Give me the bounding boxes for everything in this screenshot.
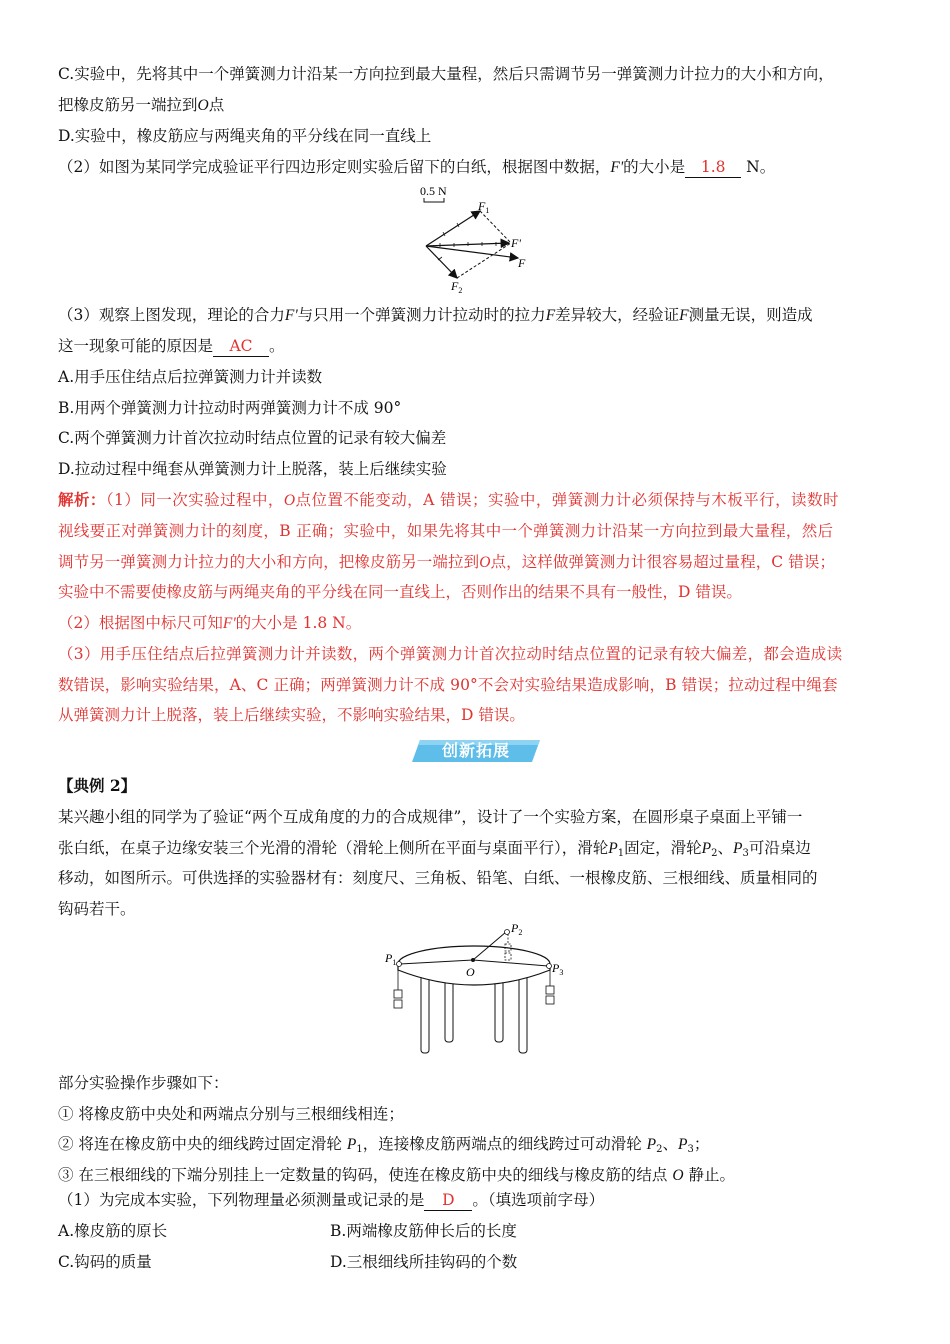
- question-3-line1: （3）观察上图发现，理论的合力F'与只用一个弹簧测力计拉动时的拉力F差异较大，经验证F测量无误，则造成: [58, 306, 813, 324]
- label-f: F: [518, 256, 526, 270]
- ex2-option-a: A.橡皮筋的原长: [58, 1222, 168, 1240]
- force-diagram: [410, 180, 540, 298]
- example-question-1: （1）为完成本实验，下列物理量必须测量或记录的是 D 。（填选项前字母）: [58, 1191, 605, 1209]
- dash-line-2: [457, 243, 511, 278]
- analysis-line-7: 数错误，影响实验结果，A、C 正确；两弹簧测力计不成 90°不会对实验结果造成影响，B 错误；拉动过程中绳套: [58, 676, 838, 694]
- answer-blank-ex2: D: [424, 1190, 472, 1211]
- analysis-label: 解析：: [58, 490, 106, 509]
- label-p1: $P_1$: [385, 951, 397, 967]
- q3-option-a: A.用手压住结点后拉弹簧测力计并读数: [58, 368, 323, 386]
- fprime-arrow: [426, 243, 509, 246]
- analysis-line-3: 调节另一弹簧测力计拉力的大小和方向，把橡皮筋另一端拉到O点，这样做弹簧测力计很容易超过量程，C 错误；: [58, 553, 836, 571]
- pulley-p1: [397, 962, 402, 967]
- question-2: （2）如图为某同学完成验证平行四边形定则实验后留下的白纸，根据图中数据，F'的大小是 1.8 N。: [58, 158, 776, 176]
- example-para-4: 钩码若干。: [58, 900, 136, 918]
- label-p3: $P_3$: [552, 961, 564, 977]
- analysis-line-6: （3）用手压住结点后拉弹簧测力计并读数，两个弹簧测力计首次拉动时结点位置的记录有较大偏差，都会造成读: [58, 645, 843, 663]
- analysis-line-4: 实验中不需要使橡皮筋与两绳夹角的平分线在同一直线上，否则作出的结果不具有一般性，D 错误。: [58, 583, 742, 601]
- analysis-line-8: 从弹簧测力计上脱落，装上后继续实验，不影响实验结果，D 错误。: [58, 706, 525, 724]
- option-c-line1: C.实验中，先将其中一个弹簧测力计沿某一方向拉到最大量程，然后只需调节另一弹簧测力计拉力的大小和方向，: [58, 65, 834, 83]
- q3-option-d: D.拉动过程中绳套从弹簧测力计上脱落，装上后继续实验: [58, 460, 447, 478]
- ex2-option-d: D.三根细线所挂钩码的个数: [330, 1253, 518, 1271]
- example-para-3: 移动，如图所示。可供选择的实验器材有：刻度尺、三角板、铅笔、白纸、一根橡皮筋、三根细线、质量相同的: [58, 869, 818, 887]
- example-para-1: 某兴趣小组的同学为了验证“两个互成角度的力的合成规律”，设计了一个实验方案，在圆形桌子桌面上平铺一: [58, 808, 803, 826]
- answer-blank-3: AC: [213, 336, 269, 357]
- label-f1: $F_1$: [478, 199, 490, 215]
- analysis-line-2: 视线要正对弹簧测力计的刻度，B 正确；实验中，如果先将其中一个弹簧测力计沿某一方向拉到最大量程，然后: [58, 522, 834, 540]
- pulley-p3: [547, 964, 552, 969]
- scale-bar: [424, 198, 444, 202]
- label-p2: $P_2$: [511, 921, 523, 937]
- analysis-line-1: 解析：（1）同一次实验过程中，O点位置不能变动，A 错误；实验中，弹簧测力计必须保持与木板平行，读数时: [58, 490, 839, 509]
- analysis-line-5: （2）根据图中标尺可知F'的大小是 1.8 N。: [58, 614, 362, 632]
- steps-intro: 部分实验操作步骤如下：: [58, 1074, 229, 1092]
- banner-title: 创新拓展: [441, 741, 510, 760]
- question-3-line2: 这一现象可能的原因是 AC 。: [58, 337, 285, 355]
- table-legs: [421, 975, 527, 1053]
- pulley-p2: [505, 930, 510, 935]
- label-o: O: [466, 965, 475, 979]
- option-d: D.实验中，橡皮筋应与两绳夹角的平分线在同一直线上: [58, 127, 432, 145]
- example-heading: 【典例 2】: [58, 776, 137, 795]
- f1-arrow: [426, 211, 480, 246]
- knot-o: [471, 958, 475, 962]
- dash-line-1: [480, 211, 511, 243]
- example-para-2: 张白纸，在桌子边缘安装三个光滑的滑轮（滑轮上侧所在平面与桌面平行），滑轮$P_1$固定，滑轮$P_2$、$P_3$可沿桌边: [58, 839, 811, 859]
- scale-label: 0.5 N: [420, 184, 447, 198]
- ex2-option-c: C.钩码的质量: [58, 1253, 152, 1271]
- step-3: ③ 在三根细线的下端分别挂上一定数量的钩码，使连在橡皮筋中央的细线与橡皮筋的结点 O 静止。: [58, 1166, 736, 1184]
- answer-blank-2: 1.8: [685, 157, 741, 178]
- q3-option-c: C.两个弹簧测力计首次拉动时结点位置的记录有较大偏差: [58, 429, 447, 447]
- q3-option-b: B.用两个弹簧测力计拉动时两弹簧测力计不成 90°: [58, 399, 402, 417]
- f2-arrow: [426, 246, 457, 278]
- option-c-line2: 把橡皮筋另一端拉到O点: [58, 96, 225, 114]
- step-2: ② 将连在橡皮筋中央的细线跨过固定滑轮 $P_1$，连接橡皮筋两端点的细线跨过可动滑轮 $P_2$、$P_3$；: [58, 1135, 710, 1155]
- section-banner: [412, 738, 540, 764]
- ex2-option-b: B.两端橡皮筋伸长后的长度: [330, 1222, 517, 1240]
- round-table-figure: [380, 920, 570, 1060]
- label-fprime: F': [511, 236, 521, 250]
- step-1: ① 将橡皮筋中央处和两端点分别与三根细线相连；: [58, 1105, 404, 1123]
- weights-p1: [394, 966, 402, 1008]
- label-f2: $F_2$: [451, 279, 463, 295]
